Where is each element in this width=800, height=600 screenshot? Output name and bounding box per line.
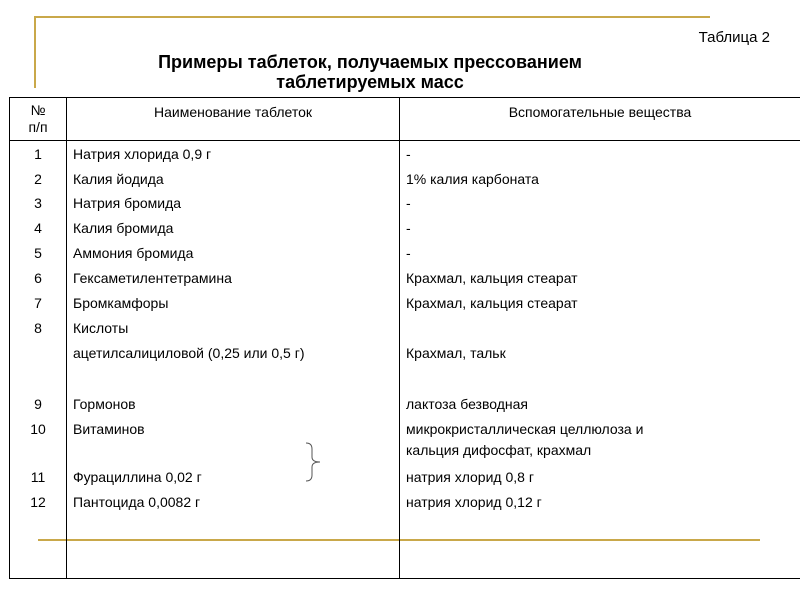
header-number: [10, 102, 66, 136]
title-line-1: Примеры таблеток, получаемых прессованием: [158, 52, 582, 72]
tablet-name: Пантоцида 0,0082 г: [73, 494, 201, 510]
tablet-name: Бромкамфоры: [73, 295, 169, 311]
tablet-name: Гормонов: [73, 396, 136, 412]
auxiliary-substance-continued: кальция дифосфат, крахмал: [406, 442, 592, 458]
auxiliary-substance: Крахмал, тальк: [406, 345, 506, 361]
row-number: 10: [30, 421, 46, 437]
auxiliary-substance: натрия хлорид 0,12 г: [406, 494, 542, 510]
page-title: [90, 52, 650, 92]
auxiliary-substance: микрокристаллическая целлюлоза и: [406, 421, 644, 437]
row-number: 5: [34, 245, 42, 261]
tablet-name-continued: ацетилсалициловой (0,25 или 0,5 г): [73, 345, 305, 361]
auxiliary-substance: -: [406, 245, 411, 261]
auxiliary-substance: 1% калия карбоната: [406, 171, 539, 187]
tablet-name: Калия бромида: [73, 220, 174, 236]
row-number: 1: [34, 146, 42, 162]
tablet-name: Калия йодида: [73, 171, 164, 187]
header-auxiliary-substances: Вспомогательные вещества: [508, 104, 692, 120]
row-number: 7: [34, 295, 42, 311]
row-number: 4: [34, 220, 42, 236]
row-number: 3: [34, 195, 42, 211]
row-number: 11: [30, 469, 46, 485]
auxiliary-substance: Крахмал, кальция стеарат: [406, 270, 578, 286]
auxiliary-substance: натрия хлорид 0,8 г: [406, 469, 534, 485]
header-tablet-name: Наименование таблеток: [153, 104, 313, 120]
auxiliary-substance: Крахмал, кальция стеарат: [406, 295, 578, 311]
row-number: 12: [30, 494, 46, 510]
tablet-name: Натрия хлорида 0,9 г: [73, 146, 212, 162]
row-number: 2: [34, 171, 42, 187]
header-number-line-2: п/п: [28, 119, 48, 135]
auxiliary-substance: -: [406, 220, 411, 236]
header-number-line-1: №: [30, 102, 46, 118]
table-column-divider-1: [66, 97, 67, 579]
auxiliary-substance: лактоза безводная: [406, 396, 529, 412]
tablet-name: Натрия бромида: [73, 195, 182, 211]
row-number: 6: [34, 270, 42, 286]
decorative-top-line: [34, 16, 710, 18]
row-number: 8: [34, 320, 42, 336]
auxiliary-substance: -: [406, 195, 411, 211]
decorative-vertical-line: [34, 16, 36, 88]
row-number: 9: [34, 396, 42, 412]
table-border-top: [9, 97, 800, 98]
tablet-name: Гексаметилентетрамина: [73, 270, 232, 286]
tablet-name: Фурациллина 0,02 г: [73, 469, 202, 485]
auxiliary-substance: -: [406, 146, 411, 162]
tablet-name: Кислоты: [73, 320, 129, 336]
table-number-label: Таблица 2: [698, 29, 770, 46]
tablet-name: Аммония бромида: [73, 245, 194, 261]
table-border-bottom: [9, 578, 800, 579]
tablet-name: Витаминов: [73, 421, 145, 437]
title-line-2: таблетируемых масс: [276, 72, 464, 92]
table-column-divider-2: [399, 97, 400, 579]
grouping-brace-icon: [300, 442, 324, 482]
table-header-divider: [9, 140, 800, 141]
